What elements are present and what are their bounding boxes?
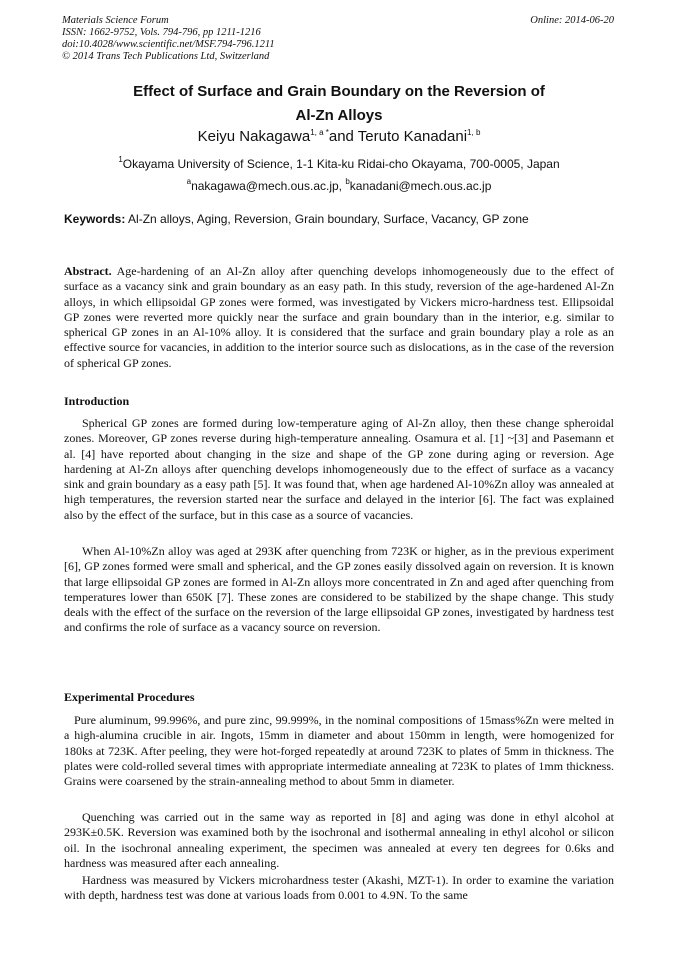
author-2-superscript: 1, b <box>467 128 481 137</box>
experimental-heading: Experimental Procedures <box>64 690 195 704</box>
author-1: Keiyu Nakagawa <box>197 128 311 145</box>
title-line-2: Al-Zn Alloys <box>295 107 383 124</box>
affiliation <box>40 157 638 171</box>
doi-line: doi:10.4028/www.scientific.net/MSF.794-796.1211 <box>62 39 275 50</box>
affiliation-superscript: 1 <box>118 155 123 164</box>
abstract-text: Age-hardening of an Al-Zn alloy after quenching develops inhomogeneously due to the effect of surface as a vacancy sink and grain boundary as an easy path. In this study, reversion of the age-hardened Al-Zn alloys, in which ellipsoidal GP zones were formed, was investigated by Vickers micro-hardness test. Ellipsoidal GP zones were reverted more quickly near the surface and grain boundary than in the interior, e.g. similar to spherical GP zones in an Al-10% alloy. It is considered that the surface and grain boundary play a role as an effective source for vacancies, in addition to the interior source such as dislocations, as in the case of the reversion of spherical GP zones. <box>64 264 614 370</box>
title-line-1: Effect of Surface and Grain Boundary on the Reversion of <box>133 83 545 100</box>
email-a-superscript: a <box>186 177 192 186</box>
journal-header <box>62 15 275 63</box>
journal-name: Materials Science Forum <box>62 15 169 26</box>
experimental-paragraph-2: Quenching was carried out in the same way as reported in [8] and aging was done in ethyl alcohol at 293K±0.5K. Reversion was examined both by the isochronal and isothermal annealing in ethyl alcohol or silicon oil. In the isochronal annealing experiment, the specimen was annealed at every ten degrees for 0.6ks and hardness was measured after each annealing. <box>64 810 614 870</box>
issn-line: ISSN: 1662-9752, Vols. 794-796, pp 1211-1216 <box>62 27 261 38</box>
keywords-text: Al-Zn alloys, Aging, Reversion, Grain boundary, Surface, Vacancy, GP zone <box>128 212 529 226</box>
introduction-paragraph-1: Spherical GP zones are formed during low-temperature aging of Al-Zn alloy, then these change spheroidal zones. Moreover, GP zones reverse during high-temperature annealing. Osamura et al. [1] ~[3] and Pasemann et al. [4] have reported about changing in the size and shape of the GP zone during aging or reversion. Age hardening at Al-Zn alloys after quenching develops inhomogeneously due to the effect of surface as a vacancy sink and grain boundary as a easy path [5]. It was found that, when age hardened Al-10%Zn alloy was annealed at high temperatures, the reversion started near the surface and delayed in the interior [6]. The fact was explained also by the effect of the surface, but in this case as a source of vacancies. <box>64 416 614 522</box>
paper-title <box>40 80 638 128</box>
abstract-label: Abstract. <box>64 264 112 278</box>
email-b-superscript: b <box>345 177 350 186</box>
online-date: Online: 2014-06-20 <box>530 15 614 26</box>
abstract <box>64 264 614 371</box>
author-line <box>40 128 638 146</box>
introduction-paragraph-2: When Al-10%Zn alloy was aged at 293K after quenching from 723K or higher, as in the previous experiment [6], GP zones formed were small and spherical, and the GP zones easily dissolved again on reversion. It is known that large ellipsoidal GP zones are formed in Al-Zn alloys more concentrated in Zn and aged after quenching from temperatures lower than 650K [7]. These zones are considered to be stabilized by the shape change. This study deals with the effect of the surface on the reversion of the large ellipsoidal GP zones, investigated by hardness test and confirms the role of surface as a vacancy source on reversion. <box>64 544 614 635</box>
email-a: nakagawa@mech.ous.ac.jp, <box>191 179 346 193</box>
affiliation-text: Okayama University of Science, 1-1 Kita-ku Ridai-cho Okayama, 700-0005, Japan <box>122 157 560 171</box>
experimental-paragraph-1: Pure aluminum, 99.996%, and pure zinc, 99.999%, in the nominal compositions of 15mass%Zn were melted in a high-alumina crucible in air. Ingots, 15mm in diameter and about 150mm in length, were homogenized for 180ks at 723K. After peeling, they were hot-forged repeatedly at around 723K to plates of 5mm in thickness. The plates were cold-rolled several times with appropriate intermediate annealing at 723K to plates of 1mm thickness. Grains were coarsened by the strain-annealing method to about 5mm in diameter. <box>64 713 614 789</box>
experimental-paragraph-3: Hardness was measured by Vickers microhardness tester (Akashi, MZT-1). In order to examine the variation with depth, hardness test was done at various loads from 0.001 to 4.9N. To the same <box>64 873 614 903</box>
keywords-label: Keywords: <box>64 212 126 226</box>
author-1-superscript: 1, a * <box>310 128 329 137</box>
introduction-heading: Introduction <box>64 394 130 408</box>
copyright-line: © 2014 Trans Tech Publications Ltd, Switzerland <box>62 51 270 62</box>
author-connector: and Teruto Kanadani <box>328 128 468 145</box>
email-b: kanadani@mech.ous.ac.jp <box>349 179 492 193</box>
emails <box>40 179 638 193</box>
keywords <box>64 212 624 226</box>
